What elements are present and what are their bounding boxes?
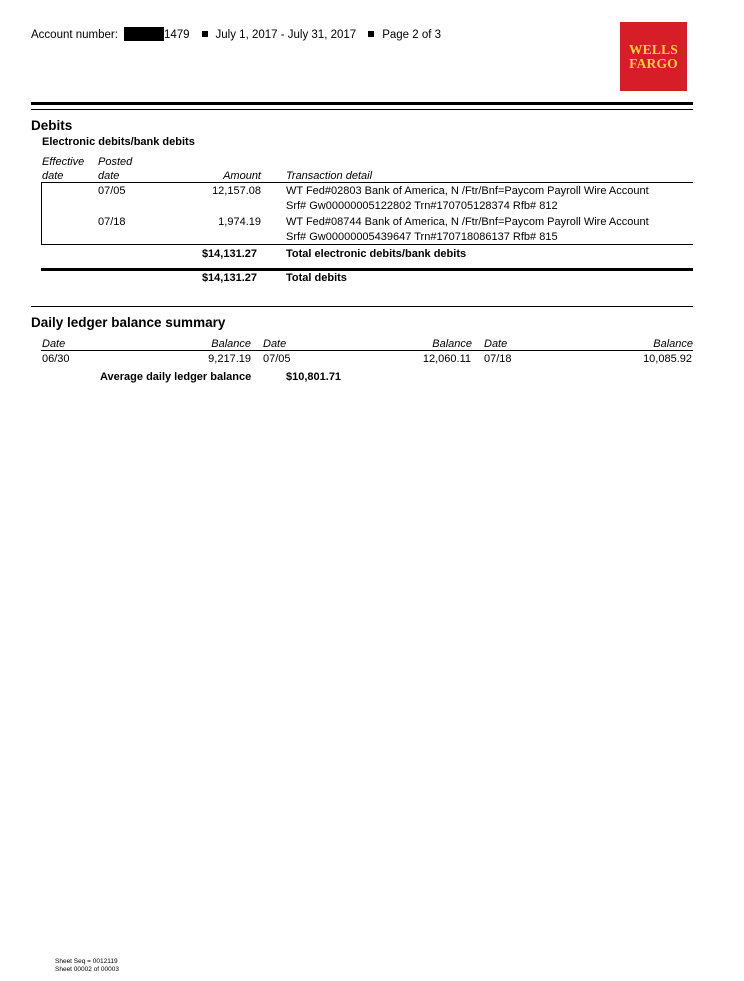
table-row-1-amount: 12,157.08 xyxy=(212,185,261,197)
account-suffix: 1479 xyxy=(163,29,190,41)
ledger-date-header-1: Date xyxy=(42,338,66,350)
table-header-rule xyxy=(41,182,693,183)
account-label: Account number: xyxy=(31,29,118,41)
header-divider-thin xyxy=(31,109,693,110)
subtotal-amount: $14,131.27 xyxy=(201,248,257,260)
debits-title: Debits xyxy=(31,118,73,133)
logo-line-1: WELLS xyxy=(628,41,679,57)
page-indicator: Page 2 of 3 xyxy=(382,29,442,41)
average-balance-label: Average daily ledger balance xyxy=(100,371,252,383)
total-debits-amount: $14,131.27 xyxy=(201,272,257,284)
ledger-date-2: 07/05 xyxy=(263,353,291,365)
table-row-2-detail-1: WT Fed#08744 Bank of America, N /Ftr/Bnf=Paycom Payroll Wire Account xyxy=(286,216,649,228)
bullet-square-icon xyxy=(202,31,208,37)
col-effective-date: Effective date xyxy=(42,156,85,182)
ledger-balance-header-2: Balance xyxy=(432,338,472,350)
col-transaction-detail: Transaction detail xyxy=(286,170,373,182)
table-row-2-amount: 1,974.19 xyxy=(218,216,261,228)
logo-line-2: FARGO xyxy=(629,55,678,71)
section-divider xyxy=(31,306,693,307)
ledger-balance-3: 10,085.92 xyxy=(643,353,692,365)
ledger-header-rule xyxy=(41,350,693,351)
table-row-1-detail-2: Srf# Gw00000005122802 Trn#170705128374 Rfb# 812 xyxy=(286,200,558,212)
table-row-1-posted: 07/05 xyxy=(98,185,126,197)
table-row-1-detail-1: WT Fed#02803 Bank of America, N /Ftr/Bnf=Paycom Payroll Wire Account xyxy=(286,185,649,197)
col-amount: Amount xyxy=(223,170,261,182)
subtotal-label: Total electronic debits/bank debits xyxy=(286,248,467,260)
ledger-date-3: 07/18 xyxy=(484,353,512,365)
header-divider-thick xyxy=(31,102,693,105)
bullet-square-icon xyxy=(368,31,374,37)
ledger-balance-header-3: Balance xyxy=(653,338,693,350)
total-rule xyxy=(41,268,693,271)
ledger-balance-2: 12,060.11 xyxy=(422,353,471,365)
sheet-sequence: Sheet Seq = 0012119 xyxy=(55,958,118,965)
wells-fargo-logo xyxy=(620,22,687,91)
debits-subtitle: Electronic debits/bank debits xyxy=(42,136,195,148)
average-balance-value: $10,801.71 xyxy=(286,371,342,383)
total-debits-label: Total debits xyxy=(286,272,347,284)
table-row-2-detail-2: Srf# Gw00000005439647 Trn#170718086137 Rfb# 815 xyxy=(286,231,558,243)
ledger-date-1: 06/30 xyxy=(42,353,70,365)
statement-header xyxy=(31,27,441,42)
ledger-date-header-3: Date xyxy=(484,338,508,350)
table-row-2-posted: 07/18 xyxy=(98,216,126,228)
subtotal-rule xyxy=(41,244,693,245)
redaction-box xyxy=(124,27,164,41)
ledger-balance-1: 9,217.19 xyxy=(208,353,251,365)
table-left-rule xyxy=(41,182,42,244)
ledger-date-header-2: Date xyxy=(263,338,287,350)
sheet-count: Sheet 00002 of 00003 xyxy=(55,966,119,973)
ledger-balance-header-1: Balance xyxy=(211,338,251,350)
col-posted-date: Posted date xyxy=(98,156,133,182)
ledger-title: Daily ledger balance summary xyxy=(31,315,226,330)
statement-period: July 1, 2017 - July 31, 2017 xyxy=(215,29,357,41)
